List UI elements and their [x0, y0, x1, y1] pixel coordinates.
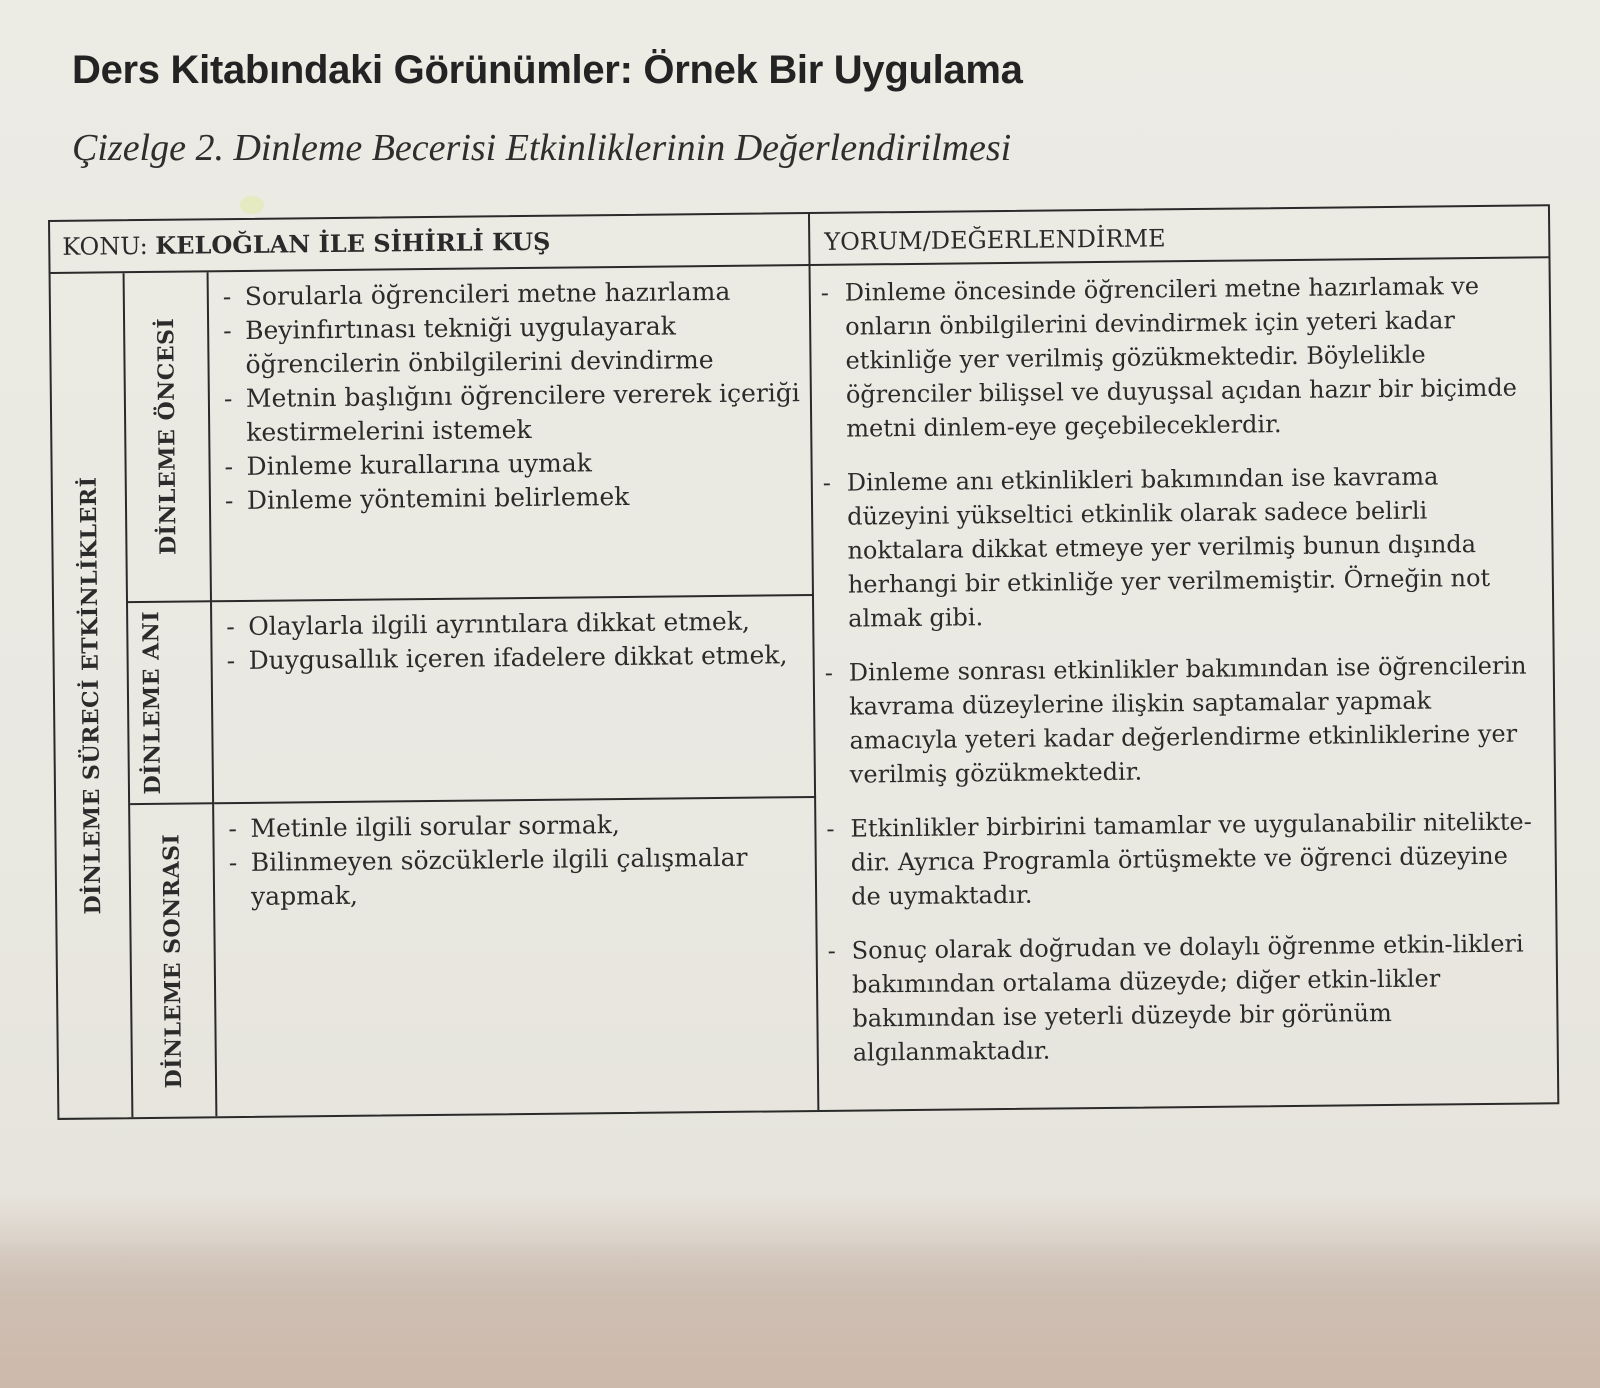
activity-item: - Sorularla öğrencileri metne hazırlama — [223, 274, 799, 314]
activity-item: - Metinle ilgili sorular sormak, — [228, 806, 804, 846]
activity-item: - Dinleme kurallarına uymak — [224, 444, 800, 484]
activity-item: - Bilinmeyen sözcüklerle ilgili çalışmalar yapmak, — [229, 840, 806, 914]
highlighter-stain — [240, 196, 264, 214]
activity-item: - Olaylarla ilgili ayrıntılara dikkat etmek, — [226, 604, 802, 644]
phase-activities-after — [214, 798, 819, 1116]
process-activities-label: DİNLEME SÜRECİ ETKİNLİKLERİ — [51, 273, 134, 1118]
phase-activities-before — [209, 266, 814, 602]
evaluation-column — [811, 258, 1558, 1110]
comment-header: YORUM/DEĞERLENDİRME — [810, 206, 1549, 266]
activity-item: - Metnin başlığını öğrencilere vererek içeriği kestirmelerini istemek — [224, 376, 801, 450]
activity-item: - Duygusallık içeren ifadelere dikkat etmek, — [226, 638, 802, 678]
section-heading: Ders Kitabındaki Görünümler: Örnek Bir Uygulama — [72, 48, 1023, 92]
activity-item: - Dinleme yöntemini belirlemek — [225, 478, 801, 518]
phase-activities-during — [212, 596, 816, 804]
phase-label-after: DİNLEME SONRASI — [130, 804, 217, 1117]
topic-label: KONU: — [62, 231, 148, 261]
phase-label-during: DİNLEME ANI — [128, 602, 214, 805]
topic-title: KELOĞLAN İLE SİHİRLİ KUŞ — [155, 226, 551, 260]
evaluation-item: - Dinleme sonrası etkinlikler bakımından ise öğrencilerin kavrama düzeylerine ilişkin saptamalar yapmak amacıyla yeteri kadar değerlendirme etkinliklerine yer verilmiş gözükmektedir. — [825, 648, 1542, 791]
evaluation-item: - Etkinlikler birbirini tamamlar ve uygulanabilir nitelikte-dir. Ayrıca Programla örtüşmekte ve öğrenci düzeyine de uymaktadır. — [826, 804, 1543, 913]
evaluation-table — [48, 204, 1559, 1120]
evaluation-item: - Sonuç olarak doğrudan ve dolaylı öğrenme etkin-likleri bakımından ortalama düzeyde; diğer etkin-likler bakımından ise yeterli düzeyde bir görünüm algılanmaktadır. — [828, 926, 1545, 1069]
table-caption: Çizelge 2. Dinleme Becerisi Etkinliklerinin Değerlendirilmesi — [72, 127, 1012, 169]
evaluation-item: - Dinleme öncesinde öğrencileri metne hazırlamak ve onların önbilgilerini devindirmek için yeteri kadar etkinliğe yer verilmiş gözükmektedir. Böylelikle öğrenciler bilişsel ve duyuşsal açıdan hazır bir biçimde metni dinlem-eye geçebileceklerdir. — [821, 268, 1539, 445]
page-edge-shadow — [0, 1240, 1600, 1388]
phase-label-before: DİNLEME ÖNCESİ — [125, 272, 212, 603]
topic-header — [50, 214, 811, 274]
evaluation-item: - Dinleme anı etkinlikleri bakımından ise kavrama düzeyini yükseltici etkinlik olarak sadece belirli noktalara dikkat etmeye yer verilmiş bunun dışında herhangi bir etkinliğe yer verilmemiştir. Örneğin not almak gibi. — [823, 458, 1541, 635]
activity-item: - Beyinfırtınası tekniği uygulayarak öğrencilerin önbilgilerini devindirme — [223, 308, 800, 382]
